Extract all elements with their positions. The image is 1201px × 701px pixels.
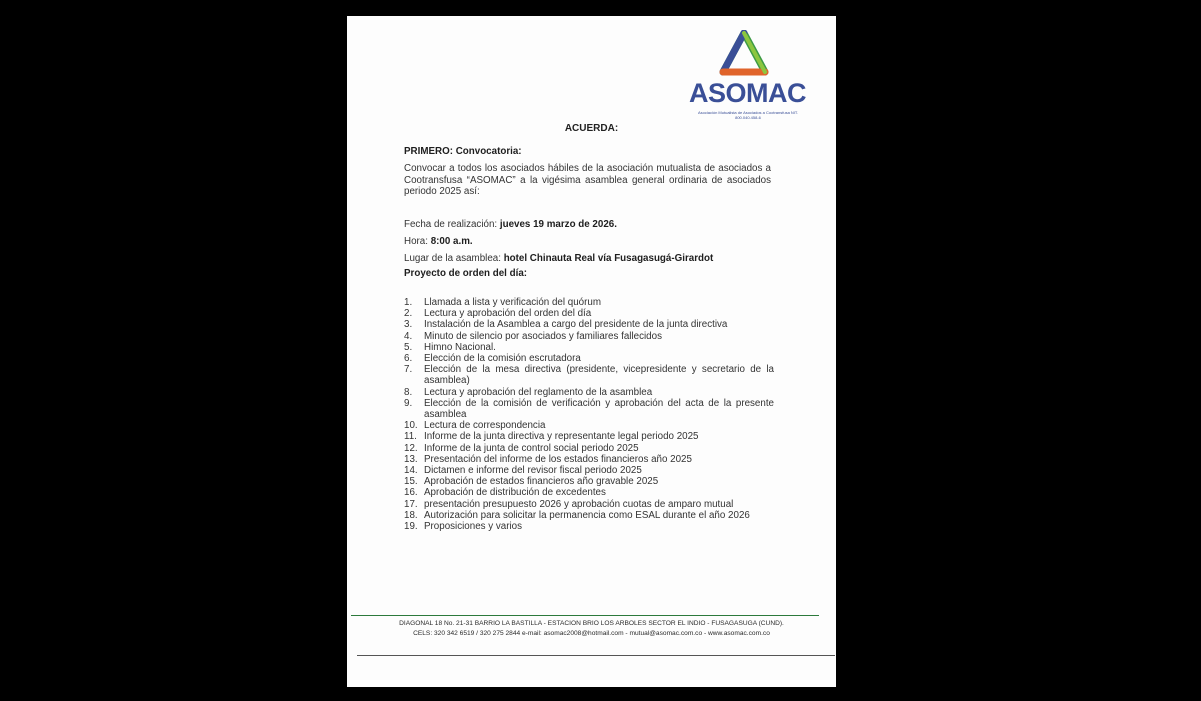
item-text: Himno Nacional. — [424, 341, 496, 353]
list-item — [404, 353, 774, 364]
item-text: Proposiciones y varios — [424, 521, 523, 533]
place-line — [404, 253, 771, 264]
list-item — [404, 476, 774, 487]
time-label: Hora: — [404, 235, 428, 247]
item-text: presentación presupuesto 2026 y aprobación cuotas de amparo mutual — [424, 498, 734, 510]
list-item — [404, 308, 774, 319]
item-number: 13. — [404, 453, 418, 465]
time-value: 8:00 a.m. — [430, 235, 473, 247]
item-text: Instalación de la Asamblea a cargo del presidente de la junta directiva — [424, 319, 728, 331]
item-text: Informe de la junta directiva y representante legal periodo 2025 — [424, 431, 699, 443]
footer-address: DIAGONAL 18 No. 21-31 BARRIO LA BASTILLA - ESTACION BRIO LOS ARBOLES SECTOR EL INDIO - FUSAGASUGA (CUND). — [399, 620, 784, 627]
logo-wordmark: ASOMAC — [689, 78, 806, 108]
footer-contact: CELS: 320 342 6519 / 320 275 2844 e-mail: asomac2008@hotmail.com - mutual@asomac.com.co - www.asomac.com.co — [413, 630, 770, 637]
list-item — [404, 499, 774, 510]
item-number: 8. — [404, 386, 413, 398]
list-item — [404, 331, 774, 342]
list-item — [404, 319, 774, 330]
list-item — [404, 387, 774, 398]
item-number: 2. — [404, 308, 413, 320]
item-number: 6. — [404, 353, 413, 365]
logo-subtitle: Asociación Mutualista de Asociados a Cootransfusa NIT. 800.040.458-6 — [697, 110, 799, 120]
document-body — [404, 146, 771, 279]
item-number: 3. — [404, 319, 413, 331]
item-text: Lectura y aprobación del reglamento de la asamblea — [424, 386, 653, 398]
item-number: 19. — [404, 521, 418, 533]
bottom-divider — [357, 655, 835, 656]
item-number: 11. — [404, 431, 417, 443]
list-item — [404, 364, 774, 386]
item-text: Aprobación de distribución de excedentes — [424, 487, 606, 499]
list-item — [404, 420, 774, 431]
list-item — [404, 398, 774, 420]
date-line — [404, 219, 771, 230]
document-page — [347, 16, 836, 687]
list-item — [404, 487, 774, 498]
item-number: 17. — [404, 498, 418, 510]
item-text: Lectura y aprobación del orden del día — [424, 308, 592, 320]
item-number: 5. — [404, 341, 413, 353]
list-item — [404, 521, 774, 532]
item-number: 16. — [404, 487, 418, 499]
list-item — [404, 465, 774, 476]
item-text: Lectura de correspondencia — [424, 420, 546, 432]
item-number: 15. — [404, 476, 418, 488]
item-text: Elección de la comisión escrutadora — [424, 353, 581, 365]
list-item — [404, 342, 774, 353]
item-number: 4. — [404, 330, 413, 342]
list-item — [404, 297, 774, 308]
list-item — [404, 510, 774, 521]
item-text: Llamada a lista y verificación del quórum — [424, 297, 601, 308]
list-item — [404, 443, 774, 454]
asomac-logo — [687, 30, 806, 134]
item-text: Aprobación de estados financieros año gravable 2025 — [424, 476, 659, 488]
item-number: 18. — [404, 509, 418, 521]
agenda-list — [404, 297, 774, 532]
place-value: hotel Chinauta Real vía Fusagasugá-Girardot — [503, 252, 714, 264]
item-text: Elección de la mesa directiva (presidente, vicepresidente y secretario de la asamblea) — [424, 364, 774, 387]
item-number: 9. — [404, 397, 413, 409]
item-text: Informe de la junta de control social periodo 2025 — [424, 442, 639, 454]
item-text: Autorización para solicitar la permanencia como ESAL durante el año 2026 — [424, 509, 750, 521]
date-label: Fecha de realización: — [404, 218, 498, 230]
item-number: 1. — [404, 297, 413, 308]
item-text: Dictamen e informe del revisor fiscal periodo 2025 — [424, 465, 642, 477]
item-text: Minuto de silencio por asociados y familiares fallecidos — [424, 330, 662, 342]
item-number: 7. — [404, 364, 413, 376]
item-number: 14. — [404, 465, 418, 477]
footer-divider — [351, 615, 819, 616]
asomac-triangle-icon — [719, 30, 769, 78]
list-item — [404, 431, 774, 442]
item-text: Presentación del informe de los estados financieros año 2025 — [424, 453, 692, 465]
intro-paragraph: Convocar a todos los asociados hábiles de la asociación mutualista de asociados a Cootransfusa “ASOMAC” a la vigésima asamblea general ordinaria de asociados periodo 2025 así: — [404, 163, 771, 197]
place-label: Lugar de la asamblea: — [404, 252, 501, 264]
time-line — [404, 236, 771, 247]
agenda-title: Proyecto de orden del día: — [404, 267, 528, 279]
date-value: jueves 19 marzo de 2026. — [499, 218, 617, 230]
document-title: ACUERDA: — [564, 123, 619, 134]
list-item — [404, 454, 774, 465]
section-heading: PRIMERO: Convocatoria: — [404, 146, 522, 157]
item-number: 10. — [404, 420, 418, 432]
footer — [347, 619, 836, 639]
item-number: 12. — [404, 442, 418, 454]
item-text: Elección de la comisión de verificación y aprobación del acta de la presente asamblea — [424, 397, 774, 421]
